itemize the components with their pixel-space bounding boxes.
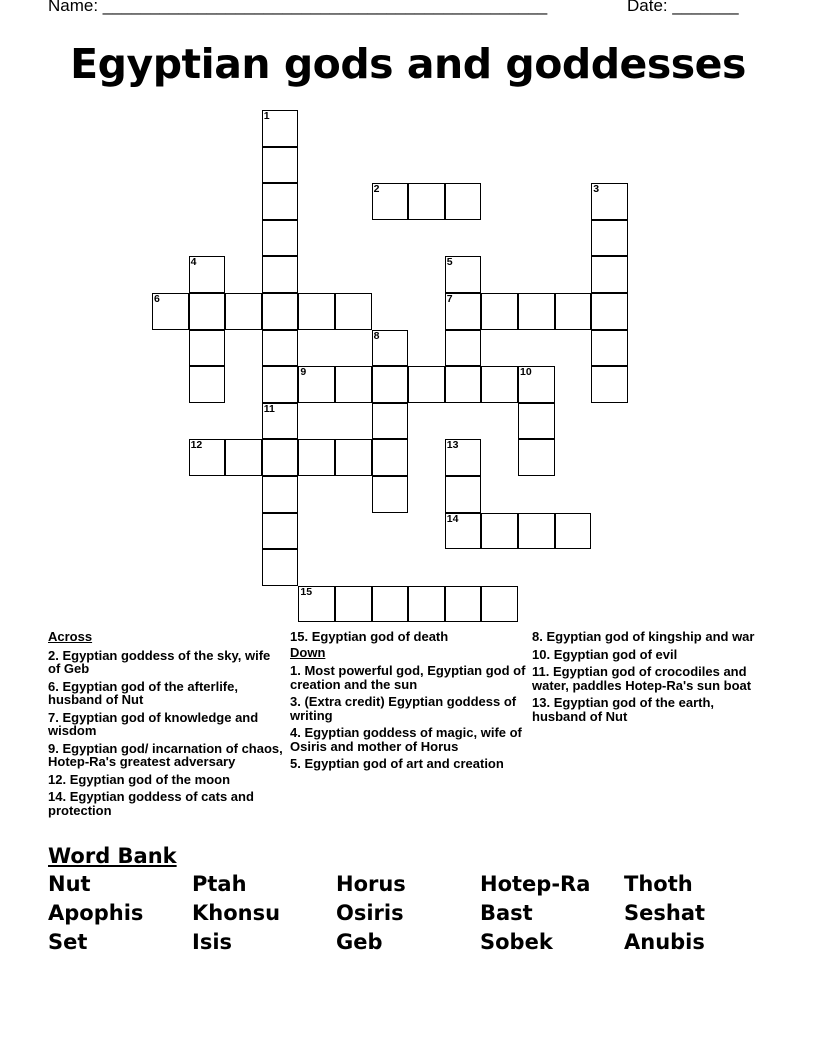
crossword-cell[interactable]	[518, 293, 555, 330]
clue-across-15: 15. Egyptian god of death	[290, 629, 449, 644]
crossword-cell[interactable]	[591, 183, 628, 220]
crossword-cell[interactable]	[335, 439, 372, 476]
crossword-cell[interactable]	[262, 110, 299, 147]
word-bank-item: Hotep-Ra	[480, 872, 591, 896]
crossword-cell[interactable]	[298, 586, 335, 623]
crossword-cell[interactable]	[225, 293, 262, 330]
crossword-cell[interactable]	[518, 403, 555, 440]
word-bank-item: Ptah	[192, 872, 247, 896]
clue-number: 15	[300, 585, 313, 598]
crossword-cell[interactable]	[481, 586, 518, 623]
clue-number: 3	[593, 183, 600, 196]
clue-across-14: 14. Egyptian goddess of cats and protection	[48, 789, 254, 818]
crossword-cell[interactable]	[481, 513, 518, 550]
crossword-cell[interactable]	[445, 439, 482, 476]
crossword-cell[interactable]	[189, 293, 226, 330]
crossword-cell[interactable]	[262, 366, 299, 403]
word-bank-item: Horus	[336, 872, 406, 896]
word-bank-item: Bast	[480, 901, 533, 925]
crossword-cell[interactable]	[189, 366, 226, 403]
clue-down-8: 8. Egyptian god of kingship and war	[532, 629, 755, 644]
crossword-cell[interactable]	[445, 366, 482, 403]
word-bank-item: Isis	[192, 930, 233, 954]
crossword-cell[interactable]	[408, 183, 445, 220]
crossword-cell[interactable]	[555, 293, 592, 330]
crossword-cell[interactable]	[262, 183, 299, 220]
crossword-cell[interactable]	[591, 220, 628, 257]
clues-column-2	[290, 628, 526, 775]
clue-number: 9	[300, 366, 307, 379]
clue-down-4: 4. Egyptian goddess of magic, wife of Osiris and mother of Horus	[290, 725, 522, 754]
crossword-cell[interactable]	[152, 293, 189, 330]
crossword-cell[interactable]	[372, 330, 409, 367]
clue-down-1: 1. Most powerful god, Egyptian god of creation and the sun	[290, 663, 526, 692]
word-bank-item: Khonsu	[192, 901, 281, 925]
crossword-cell[interactable]	[262, 293, 299, 330]
crossword-cell[interactable]	[262, 220, 299, 257]
clue-down-3: 3. (Extra credit) Egyptian goddess of writing	[290, 694, 517, 723]
clues-column-1	[48, 628, 284, 821]
crossword-cell[interactable]	[262, 403, 299, 440]
word-bank	[48, 872, 768, 955]
crossword-cell[interactable]	[481, 366, 518, 403]
crossword-cell[interactable]	[445, 293, 482, 330]
crossword-cell[interactable]	[518, 513, 555, 550]
crossword-cell[interactable]	[445, 183, 482, 220]
crossword-cell[interactable]	[335, 293, 372, 330]
crossword-cell[interactable]	[298, 366, 335, 403]
clue-number: 4	[190, 256, 197, 269]
crossword-cell[interactable]	[445, 476, 482, 513]
crossword-cell[interactable]	[481, 293, 518, 330]
crossword-cell[interactable]	[189, 439, 226, 476]
crossword-cell[interactable]	[298, 293, 335, 330]
clues-column-3	[532, 628, 768, 727]
crossword-cell[interactable]	[372, 586, 409, 623]
crossword-cell[interactable]	[445, 513, 482, 550]
crossword-cell[interactable]	[189, 256, 226, 293]
crossword-cell[interactable]	[372, 403, 409, 440]
crossword-cell[interactable]	[298, 439, 335, 476]
clue-number: 8	[373, 329, 380, 342]
clue-down-5: 5. Egyptian god of art and creation	[290, 756, 504, 771]
crossword-cell[interactable]	[591, 330, 628, 367]
word-bank-item: Seshat	[624, 901, 706, 925]
word-bank-item: Apophis	[48, 901, 144, 925]
clue-number: 1	[263, 110, 270, 122]
crossword-cell[interactable]	[372, 183, 409, 220]
clue-across-2: 2. Egyptian goddess of the sky, wife of Geb	[48, 647, 271, 676]
crossword-cell[interactable]	[335, 366, 372, 403]
down-heading: Down	[290, 644, 326, 660]
clue-number: 2	[373, 183, 380, 196]
crossword-cell[interactable]	[372, 366, 409, 403]
word-bank-item: Set	[48, 930, 88, 954]
word-bank-item: Geb	[336, 930, 383, 954]
across-heading: Across	[48, 629, 93, 644]
clue-across-7: 7. Egyptian god of knowledge and wisdom	[48, 709, 259, 738]
crossword-cell[interactable]	[262, 439, 299, 476]
word-bank-title: Word Bank	[48, 844, 177, 868]
crossword-cell[interactable]	[445, 330, 482, 367]
crossword-cell[interactable]	[262, 330, 299, 367]
crossword-cell[interactable]	[591, 256, 628, 293]
clue-number: 5	[446, 256, 453, 269]
clue-across-12: 12. Egyptian god of the moon	[48, 771, 231, 787]
name-field[interactable]: Name: _______________________________________________	[48, 0, 548, 15]
crossword-cell[interactable]	[591, 293, 628, 330]
crossword-cell[interactable]	[408, 366, 445, 403]
word-bank-item: Sobek	[480, 930, 553, 954]
crossword-cell[interactable]	[518, 366, 555, 403]
clue-number: 6	[154, 293, 160, 305]
clue-number: 14	[446, 512, 459, 525]
crossword-cell[interactable]	[445, 586, 482, 623]
crossword-cell[interactable]	[555, 513, 592, 550]
page-title: Egyptian gods and goddesses	[70, 40, 746, 88]
crossword-cell[interactable]	[445, 256, 482, 293]
crossword-cell[interactable]	[262, 476, 299, 513]
clue-number: 11	[263, 402, 275, 415]
crossword-cell[interactable]	[189, 330, 226, 367]
clue-number: 12	[190, 439, 203, 452]
word-bank-item: Anubis	[624, 930, 705, 954]
clue-across-9: 9. Egyptian god/ incarnation of chaos, Hotep-Ra's greatest adversary	[48, 740, 283, 769]
clue-down-13: 13. Egyptian god of the earth, husband of Nut	[532, 695, 715, 724]
crossword-cell[interactable]	[262, 513, 299, 550]
crossword-cell[interactable]	[518, 439, 555, 476]
clue-across-6: 6. Egyptian god of the afterlife, husband of Nut	[48, 678, 238, 707]
crossword-cell[interactable]	[591, 366, 628, 403]
crossword-cell[interactable]	[262, 147, 299, 184]
date-field[interactable]: Date: _______	[627, 0, 739, 15]
clue-down-11: 11. Egyptian god of crocodiles and water, paddles Hotep-Ra's sun boat	[532, 664, 752, 693]
crossword-cell[interactable]	[408, 586, 445, 623]
word-bank-item: Thoth	[624, 872, 693, 896]
crossword-cell[interactable]	[262, 256, 299, 293]
clue-number: 13	[446, 439, 459, 452]
crossword-cell[interactable]	[262, 549, 299, 586]
clue-number: 7	[446, 293, 453, 305]
clue-down-10: 10. Egyptian god of evil	[532, 646, 678, 662]
crossword-cell[interactable]	[225, 439, 262, 476]
crossword-cell[interactable]	[335, 586, 372, 623]
word-bank-item: Nut	[48, 872, 91, 896]
clue-number: 10	[520, 366, 532, 379]
word-bank-item: Osiris	[336, 901, 404, 925]
crossword-cell[interactable]	[372, 476, 409, 513]
crossword-cell[interactable]	[372, 439, 409, 476]
